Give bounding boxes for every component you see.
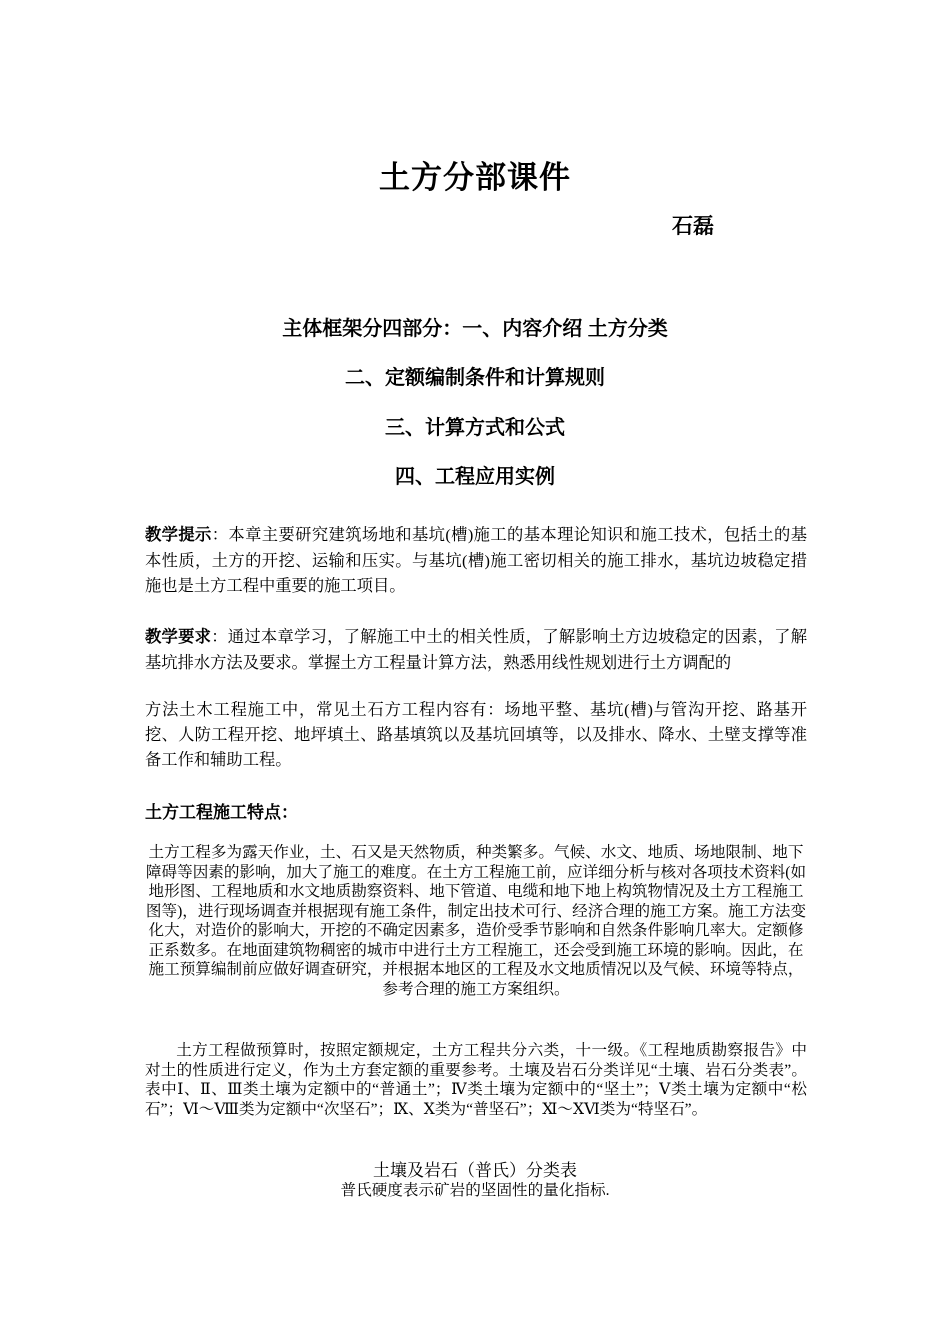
teaching-hint-paragraph [145,522,807,598]
teaching-hint-text: ：本章主要研究建筑场地和基坑(槽)施工的基本理论知识和施工技术，包括土的基本性质，土方的开挖、运输和压实。与基坑(槽)施工密切相关的施工排水，基坑边坡稳定措施也是土方工程中重要的施工项目。 [145,525,807,595]
teaching-requirement-label: 教学要求 [145,628,212,646]
author-name: 石磊 [672,215,714,238]
budget-paragraph: 土方工程做预算时，按照定额规定，土方工程共分六类，十一级。《工程地质勘察报告》中对土的性质进行定义，作为土方套定额的重要参考。土壤及岩石分类详见“土壤、岩石分类表”。表中Ⅰ、Ⅱ、Ⅲ类土壤为定额中的“普通土”；Ⅳ类土壤为定额中的“坚土”；Ⅴ类土壤为定额中“松石”；Ⅵ～Ⅷ类为定额中“次坚石”；Ⅸ、Ⅹ类为“普坚石”；Ⅺ～ⅩⅥ类为“特坚石”。 [145,1042,807,1118]
section-heading: 土方工程施工特点： [145,803,298,822]
teaching-requirement-paragraph [145,624,807,675]
outline-item: 主体框架分四部分：一、内容介绍 土方分类 [282,318,668,340]
outline-item: 二、定额编制条件和计算规则 [345,367,605,389]
outline-item: 四、工程应用实例 [395,466,555,488]
table-note: 普氏硬度表示矿岩的坚固性的量化指标. [340,1182,610,1199]
teaching-requirement-continuation: 方法土木工程施工中，常见土石方工程内容有：场地平整、基坑(槽)与管沟开挖、路基开挖、人防工程开挖、地坪填土、路基填筑以及基坑回填等，以及排水、降水、土壁支撑等准备工作和辅助工程。 [145,700,807,769]
outline-item: 三、计算方式和公式 [385,417,565,439]
features-paragraph: 土方工程多为露天作业，土、石又是天然物质，种类繁多。气候、水文、地质、场地限制、地下障碍等因素的影响，加大了施工的难度。在土方工程施工前，应详细分析与核对各项技术资料(如地形图、工程地质和水文地质勘察资料、地下管道、电缆和地下地上构筑物情况及土方工程施工图等)，进行现场调查并根据现有施工条件，制定出技术可行、经济合理的施工方案。施工方法变化大，对造价的影响大，开挖的不确定因素多，造价受季节影响和自然条件影响几率大。定额修正系数多。在地面建筑物稠密的城市中进行土方工程施工，还会受到施工环境的影响。因此，在施工预算编制前应做好调查研究，并根据本地区的工程及水文地质情况以及气候、环境等特点，参考合理的施工方案组织。 [145,844,807,998]
document-title: 土方分部课件 [379,160,571,195]
table-title: 土壤及岩石（普氏）分类表 [373,1161,577,1180]
teaching-hint-label: 教学提示 [145,526,212,544]
teaching-requirement-text: ：通过本章学习，了解施工中土的相关性质，了解影响土方边坡稳定的因素，了解基坑排水方法及要求。掌握土方工程量计算方法，熟悉用线性规划进行土方调配的 [145,627,807,672]
